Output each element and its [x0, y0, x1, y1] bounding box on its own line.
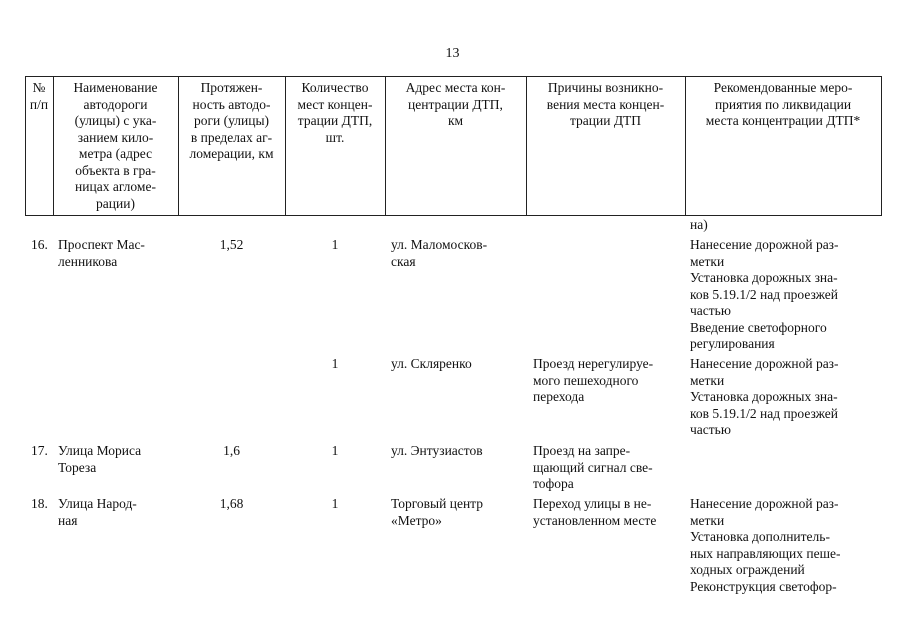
header-address: Адрес места кон- центрации ДТП, км — [405, 80, 506, 128]
table-top-border — [25, 76, 882, 77]
row-reasons: Проезд нерегулируе- мого пешеходного перехода — [533, 356, 654, 404]
row-address: ул. Энтузиастов — [391, 443, 483, 458]
row-num: 16. — [31, 237, 48, 252]
row-address: ул. Маломосков- ская — [391, 237, 488, 269]
row-reasons: Переход улицы в не- установленном месте — [533, 496, 657, 528]
header-num: № п/п — [29, 80, 49, 112]
row-count: 1 — [331, 496, 339, 511]
row-measures: Нанесение дорожной раз- метки Установка дорожных зна- ков 5.19.1/2 над проезжей частью — [690, 356, 839, 437]
row-reasons: Проезд на запре- щающий сигнал све- тофора — [533, 443, 653, 491]
row-road: Проспект Мас- ленникова — [58, 237, 145, 269]
row-count: 1 — [331, 237, 339, 252]
header-reasons: Причины возникно- вения места концен- трации ДТП — [546, 80, 665, 128]
header-count: Количество мест концен- трации ДТП, шт. — [297, 80, 373, 145]
row-length: 1,6 — [223, 443, 240, 458]
row-length: 1,52 — [219, 237, 244, 252]
row-road: Улица Народ- ная — [58, 496, 137, 528]
row-measures: Нанесение дорожной раз- метки Установка дорожных зна- ков 5.19.1/2 над проезжей частью Введение светофорного регулирования — [690, 237, 839, 351]
header-measures: Рекомендованные меро- приятия по ликвидации места концентрации ДТП* — [705, 80, 861, 128]
header-bottom-border — [25, 215, 882, 216]
row-num: 17. — [31, 443, 48, 458]
header-length: Протяжен- ность автодо- роги (улицы) в пределах аг- ломерации, км — [189, 80, 274, 161]
row-length: 1,68 — [219, 496, 244, 511]
page-number: 13 — [445, 46, 460, 61]
row-address: ул. Скляренко — [391, 356, 472, 371]
row-count: 1 — [331, 443, 339, 458]
measures-continuation: на) — [690, 217, 708, 232]
row-address: Торговый центр «Метро» — [391, 496, 483, 528]
row-road: Улица Мориса Тореза — [58, 443, 142, 475]
col-border-7 — [881, 76, 882, 216]
row-num: 18. — [31, 496, 48, 511]
header-road: Наименование автодороги (улицы) с ука- занием кило- метра (адрес объекта в гра- ницах агломе- рации) — [73, 80, 158, 211]
row-measures: Нанесение дорожной раз- метки Установка дополнитель- ных направляющих пеше- ходных ограждений Реконструкция светофор- — [690, 496, 841, 594]
row-count: 1 — [331, 356, 339, 371]
